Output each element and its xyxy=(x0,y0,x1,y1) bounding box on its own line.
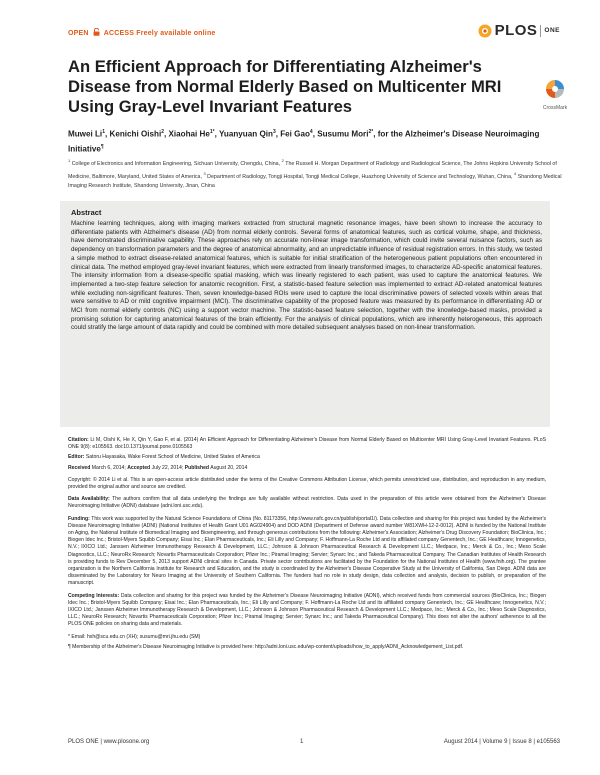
author-name: Xiaohai He xyxy=(168,129,210,139)
page-footer xyxy=(68,739,560,751)
page-number: 1 xyxy=(300,739,304,745)
article-metadata xyxy=(68,437,546,656)
crossmark-badge[interactable] xyxy=(536,79,574,111)
author-name: Muwei Li xyxy=(68,129,103,139)
author-affiliation-mark: 4 xyxy=(309,129,313,135)
funding xyxy=(68,516,546,588)
dates xyxy=(68,465,546,472)
affiliation: Department of Radiology, Tongji Hospital, Tongji Medical College, Huazhong University of Science and Technology, Wuhan, China, xyxy=(207,173,513,180)
article-title: An Efficient Approach for Differentiating Alzheimer's Disease from Normal Elderly Based on Multicenter MRI Using Gray-Level Invariant Features xyxy=(68,57,502,116)
funding-text: This work was supported by the Natural Science Foundations of China (No. 81173356, http://www.nsfc.gov.cn/publish/portal1/). Data collection and sharing for this project was funded by the Alzheimer's Disease Neuroimaging Initiative (ADNI) (National Institutes of Health Grant U01 AG024904) and DOD ADNI (Department of Defense award number W81XWH-12-2-0012). ADNI is funded by the National Institute on Aging, the National Institute of Biomedical Imaging and Bioengineering, and through generous contributions from the following: Alzheimer's Association; Alzheimer's Drug Discovery Foundation; BioClinica, Inc.; Biogen Idec Inc.; Bristol-Myers Squibb Company; Eisai Inc.; Elan Pharmaceuticals, Inc.; Eli Lilly and Company; F. Hoffmann-La Roche Ltd and its affiliated company Genentech, Inc.; GE Healthcare; Innogenetics, N.V.; IXICO Ltd.; Janssen Alzheimer Immunotherapy Research & Development, LLC.; Johnson & Johnson Pharmaceutical Research & Development LLC.; Medpace, Inc.; Merck & Co., Inc.; Meso Scale Diagnostics, LLC.; NeuroRx Research; Novartis Pharmaceuticals Corporation; Pfizer Inc.; Piramal Imaging; Servier; Synarc Inc.; and Takeda Pharmaceutical Company. The Canadian Institutes of Health Research is providing funds to Rev December 5, 2013 support ADNI clinical sites in Canada. Private sector contributions are facilitated by the Foundation for the National Institutes of Health (www.fnih.org). The grantee organization is the Northern California Institute for Research and Education, and the study is coordinated by the Alzheimer's Disease Cooperative Study at the University of California, San Diego. ADNI data are disseminated by the Laboratory for Neuro Imaging at the University of Southern California. The funders had no role in study design, data collection and analysis, decision to publish, or preparation of the manuscript. xyxy=(68,515,546,587)
author-affiliation-mark: 1 xyxy=(102,129,105,135)
access-label: ACCESS xyxy=(103,30,135,37)
author-group: for the Alzheimer's Disease Neuroimaging Initiative xyxy=(68,129,540,154)
author-name: Yuanyuan Qin xyxy=(218,129,273,139)
author-group-mark: ¶ xyxy=(100,143,104,150)
received-label: Received xyxy=(68,464,91,471)
copyright: Copyright: © 2014 Li et al. This is an open-access article distributed under the terms of the Creative Commons Attribution License, which permits unrestricted use, distribution, and reproduction in any medium, provided the original author and source are credited. xyxy=(68,476,546,491)
competing-interests-text: Data collection and sharing for this project was funded by the Alzheimer's Disease Neuroimaging Initiative (ADNI), which received funds from commercial sources (BioClinica, Inc.; Biogen Idec Inc.; Bristol-Myers Squibb Company; Eisai Inc.; Elan Pharmaceuticals, Inc.; Eli Lilly and Company; F. Hoffmann-La Roche Ltd and its affiliated company Genentech, Inc.; GE Healthcare; Innogenetics, N.V.; IXICO Ltd.; Janssen Alzheimer Immunotherapy Research & Development, LLC.; Johnson & Johnson Pharmaceutical Research & Development LLC.; Medpace, Inc.; Merck & Co., Inc.; Meso Scale Diagnostics, LLC.; NeuroRx Research; Novartis Pharmaceuticals Corporation; Pfizer Inc.; Piramal Imaging; Servier; Synarc Inc.; and Takeda Pharmaceutical Company). This does not alter the authors' adherence to all the PLOS ONE policies on sharing data and materials. xyxy=(68,592,546,628)
abstract-text: Machine learning techniques, along with imaging markers extracted from structural magnetic resonance images, have been shown to increase the accuracy to differentiate patients with Alzheimer's disease (AD) from normal elderly controls. Several forms of anatomical features, such as cortical volume, shape, and thickness, have demonstrated discriminative capability. These approaches rely on accurate non-linear image transformation, which could invite several nuisance factors, such as dependency on transformation parameters and the degree of anatomical abnormality, and an unpredictable influence of residual registration errors. In this study, we tested a simple method to extract disease-related anatomical features, which is suitable for initial stratification of the heterogeneous patient populations often encountered in clinical data. The method employed gray-level invariant features, which were extracted from linearly transformed images, to characterize AD-specific anatomical features. The intensity information from a disease-specific spatial masking, which was linearly registered to each patient, was used to capture the anatomical features. We implemented a two-step feature selection for anatomic recognition. First, a statistic-based feature selection was implemented to extract AD-related anatomical features while excluding non-significant features. Then, seven knowledge-based ROIs were used to capture the local discriminative powers of selected voxels within areas that were sensitive to AD or mild cognitive impairment (MCI). The discriminative capability of the proposed feature was measured by its performance in differentiating AD or MCI from normal elderly controls (NC) using a support vector machine. The statistic-based feature selection, together with the knowledge-based masks, provided a promising solution for capturing anatomical features of the brain efficiently. For the analysis of clinical populations, which are inherently heterogeneous, this approach could stratify the large amount of data rapidly and could be combined with more detailed subsequent analyses based on non-linear transformation. xyxy=(71,220,542,332)
footer-issue: August 2014 | Volume 9 | Issue 8 | e105563 xyxy=(443,739,560,745)
affiliation: The Russell H. Morgan Department of Radiology and Radiological Science, The Johns Hopkins University School of Medicine, Baltimore, Maryland, United States of America, xyxy=(68,160,557,180)
data-availability xyxy=(68,496,546,510)
accepted-label: Accepted xyxy=(127,464,151,471)
corresponding-email: * Email: hxh@scu.edu.cn (XH); susumu@mri.jhu.edu (SM) xyxy=(68,633,201,640)
affiliation: College of Electronics and Information Engineering, Sichuan University, Chengdu, China, xyxy=(71,160,281,167)
competing-interests xyxy=(68,593,546,629)
crossmark-icon xyxy=(545,79,565,101)
published-date: August 20, 2014 xyxy=(210,464,248,471)
author-affiliation-mark: 2 xyxy=(161,129,164,135)
author-name: Fei Gao xyxy=(280,129,310,139)
author-affiliation-mark: 3 xyxy=(272,129,276,135)
citation-text: Li M, Oishi K, He X, Qin Y, Gao F, et al. (2014) An Efficient Approach for Differentiating Alzheimer's Disease from Normal Elderly Based on Multicenter MRI Using Gray-Level Invariant Features. PLoS ONE 9(8): e105563. doi:10.1371/journal.pone.0105563 xyxy=(68,437,546,451)
data-availability-text: The authors confirm that all data underlying the findings are fully available without restriction. Data used in the preparation of this article were obtained from the Alzheimer's Disease Neuroimaging Initiative (ADNI) database (adni.loni.usc.edu). xyxy=(68,496,547,510)
open-lock-icon xyxy=(93,28,100,36)
abstract-box xyxy=(60,201,550,427)
open-access-label xyxy=(68,28,216,37)
plos-wordmark: PLOS xyxy=(494,22,538,39)
data-availability-label: Data Availability: xyxy=(68,496,110,503)
author-list: Muwei Li$^1$, Kenichi Oishi$^2$, Xiaohai $He^{1*}$, Yuanyuan Qin$^3$, Fei Gao$^4$, Susumu Mori$^{2*}$, for the Alzheimer's Disease Neuroimaging Initiative¶ xyxy=(68,129,540,154)
funding-label: Funding: xyxy=(68,515,90,522)
competing-interests-label: Competing Interests: xyxy=(68,592,120,599)
received-date: March 6, 2014; xyxy=(91,464,126,471)
affiliation-mark: 3 xyxy=(203,170,206,176)
open-label: OPEN xyxy=(68,30,89,37)
abstract-heading: Abstract xyxy=(71,208,102,217)
crossmark-label: CrossMark xyxy=(542,105,568,111)
author-name: Susumu Mori xyxy=(317,129,369,139)
author-affiliation-mark: 1* xyxy=(209,129,215,135)
freely-available-label: Freely available online xyxy=(136,30,216,37)
editor xyxy=(68,454,546,461)
membership-note: ¶ Membership of the Alzheimer's Disease Neuroimaging Initiative is provided here: http://adni.loni.usc.edu/wp-content/uploads/how_to_apply/ADNI_Acknowledgement_List.pdf. xyxy=(68,643,464,650)
author-name: Kenichi Oishi xyxy=(109,129,162,139)
affiliations xyxy=(68,156,568,191)
journal-header xyxy=(68,22,560,46)
one-wordmark: ONE xyxy=(544,27,560,34)
plos-logo-icon xyxy=(478,24,492,38)
affiliation-mark: 4 xyxy=(513,170,517,176)
affiliation-mark: 1 xyxy=(68,158,71,163)
citation-label: Citation: xyxy=(68,437,89,443)
editor-text: Satoru Hayasaka, Wake Forest School of Medicine, United States of America xyxy=(85,454,260,461)
affiliation: Shandong Medical Imaging Research Institute, Shandong University, Jinan, China xyxy=(68,173,562,189)
accepted-date: July 22, 2014; xyxy=(151,464,184,471)
editor-label: Editor: xyxy=(68,454,85,461)
footer-journal: PLOS ONE | www.plosone.org xyxy=(68,739,150,745)
citation xyxy=(68,437,546,451)
plos-one-logo xyxy=(478,22,560,39)
affiliation-mark: 2 xyxy=(281,158,284,163)
published-label: Published xyxy=(184,464,210,471)
author-affiliation-mark: 2* xyxy=(368,129,374,135)
logo-divider xyxy=(540,25,541,37)
